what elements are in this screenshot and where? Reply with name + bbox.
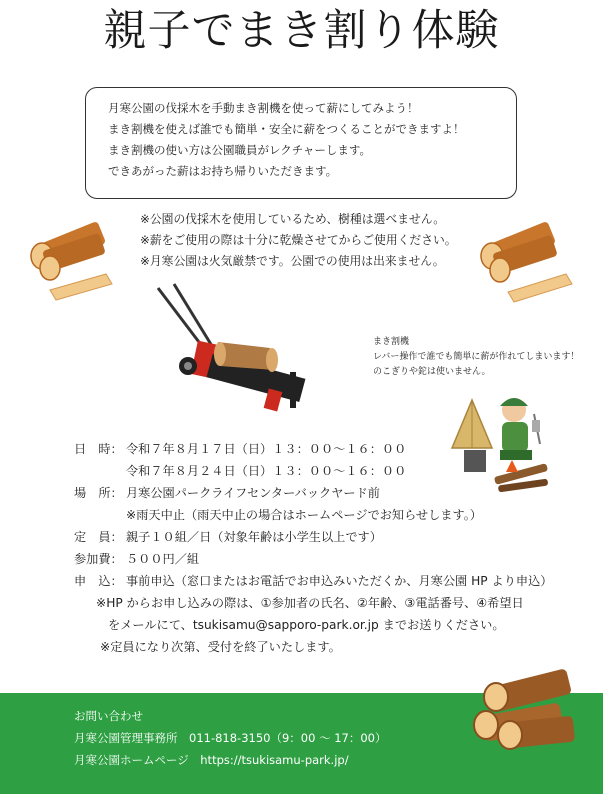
- apply-note-1: ※HP からお申し込みの際は、①参加者の氏名、②年齢、③電話番号、④希望日: [96, 596, 524, 610]
- fee-label: 参加費：: [74, 552, 123, 566]
- caption-line: まき割機: [373, 337, 410, 347]
- apply-label: 申 込：: [74, 574, 123, 588]
- capacity-value: 親子１０組／日（対象年齢は小学生以上です）: [126, 530, 382, 544]
- contact-footer: [0, 693, 603, 794]
- page-title: 親子でまき割り体験: [103, 6, 500, 56]
- place-value: 月寒公園パークライフセンターバックヤード前: [126, 486, 380, 500]
- place-row: [74, 482, 552, 504]
- contact-heading: お問い合わせ: [74, 709, 143, 723]
- apply-value: 事前申込（窓口またはお電話でお申込みいただくか、月寒公園 HP より申込）: [126, 574, 553, 588]
- apply-note-3: ※定員になり次第、受付を終了いたします。: [100, 640, 341, 654]
- contact-info: [74, 705, 387, 771]
- note-item: ※公園の伐採木を使用しているため、樹種は選べません。: [140, 212, 446, 226]
- stacked-logs-illustration: [466, 667, 578, 763]
- splitter-caption: [373, 335, 579, 380]
- place-note-row: [74, 504, 552, 526]
- log-splitter-illustration: [150, 282, 310, 422]
- date-value-1: 令和７年８月１７日（日）１３：００～１６：００: [126, 442, 407, 456]
- intro-line: まき割機を使えば誰でも簡単・安全に薪をつくることができますよ！: [108, 122, 465, 136]
- intro-box: [85, 87, 517, 199]
- place-note: ※雨天中止（雨天中止の場合はホームページでお知らせします。）: [126, 508, 482, 522]
- intro-line: まき割機の使い方は公園職員がレクチャーします。: [108, 143, 372, 157]
- intro-line: できあがった薪はお持ち帰りいただきます。: [108, 164, 338, 178]
- contact-homepage: 月寒公園ホームページ https://tsukisamu-park.jp/: [74, 753, 349, 767]
- caption-line: レバー操作で誰でも簡単に薪が作れてしまいます！: [373, 352, 580, 362]
- fee-row: [74, 548, 552, 570]
- firewood-logs-left-illustration: [22, 212, 118, 304]
- place-label: 場 所：: [74, 486, 123, 500]
- capacity-label: 定 員：: [74, 530, 123, 544]
- capacity-row: [74, 526, 552, 548]
- caption-line: のこぎりや鉈は使いません。: [373, 367, 491, 377]
- apply-note-2: をメールにて、tsukisamu@sapporo-park.or.jp までお送りください。: [108, 618, 505, 632]
- firewood-logs-right-illustration: [478, 212, 578, 304]
- date-label: 日 時：: [74, 442, 123, 456]
- apply-note-row-3: [74, 636, 552, 658]
- contact-office: 月寒公園管理事務所 011-818-3150（9：00 ～ 17：00）: [74, 731, 387, 745]
- note-item: ※月寒公園は火気厳禁です。公園での使用は出来ません。: [140, 254, 445, 268]
- apply-row: [74, 570, 552, 592]
- apply-note-row-1: [74, 592, 552, 614]
- intro-line: 月寒公園の伐採木を手動まき割機を使って薪にしてみよう！: [108, 101, 419, 115]
- date-row: [74, 438, 552, 460]
- apply-note-row-2: [74, 614, 552, 636]
- notes-list: [140, 209, 457, 272]
- date-value-2: 令和７年８月２４日（日）１３：００～１６：００: [126, 464, 407, 478]
- event-details: [74, 438, 552, 658]
- date-row-2: [74, 460, 552, 482]
- note-item: ※薪をご使用の際は十分に乾燥させてからご使用ください。: [140, 233, 457, 247]
- fee-value: ５００円／組: [126, 552, 200, 566]
